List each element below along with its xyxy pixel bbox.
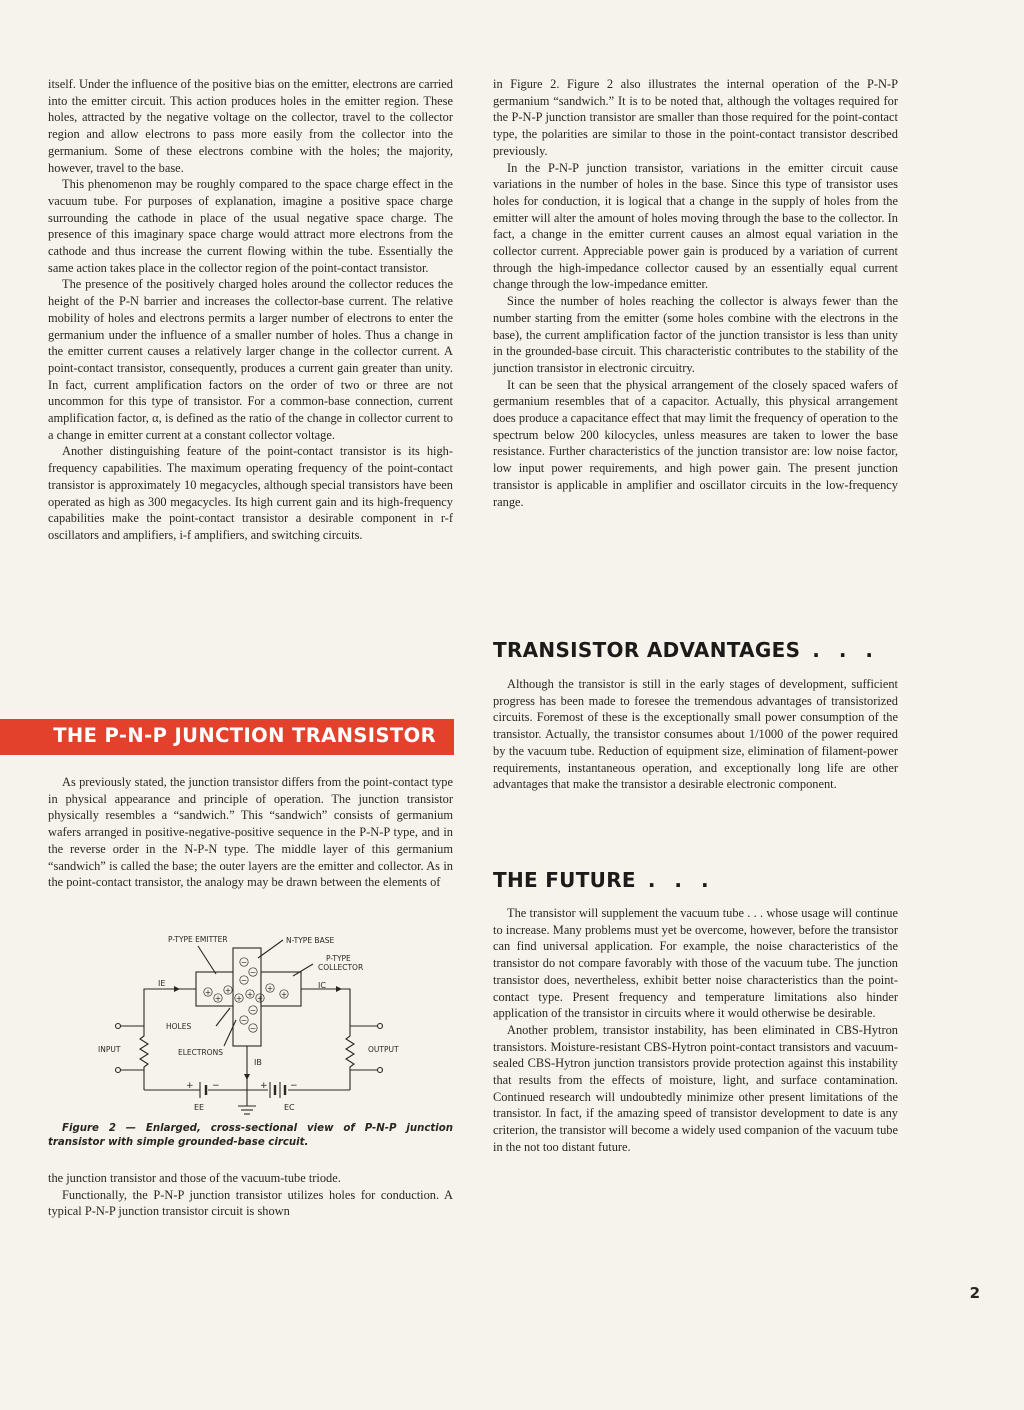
label-base: N-TYPE BASE <box>286 936 335 945</box>
future-heading: THE FUTURE . . . <box>493 868 715 892</box>
paragraph: It can be seen that the physical arrangement of the closely spaced wafers of germanium resembles that of a capacitor. Actually, this physical arrangement does produce a capacitance effect that may limit the frequency of operation to the spectrum below 200 kilocycles, unless measures are taken to lower the base resistance. Further characteristics of the junction transistor are: low noise factor, low input power requirements, and high power gain. The present junction transistor is applicable in amplifier and oscillator circuits in the low-frequency range. <box>493 377 898 509</box>
right-column <box>493 76 898 510</box>
svg-text:+: + <box>266 984 274 993</box>
svg-text:+: + <box>186 1081 194 1091</box>
svg-text:−: − <box>290 1081 298 1091</box>
transistor-diagram <box>48 928 453 1118</box>
paragraph: The transistor will supplement the vacuum tube . . . whose usage will continue to increase. Many problems must yet be overcome, however, before the transistor can find universal application. For example, the noise characteristics of the transistor do not compare favorably with those of the vacuum tube. The junction transistor does, nevertheless, exhibit better noise characteristics than the point-contact type. Present frequency and temperature limitations also hinder application of the transistor in circuits where it would otherwise be desirable. <box>493 906 898 1021</box>
paragraph: itself. Under the influence of the positive bias on the emitter, electrons are carried into the emitter circuit. This action produces holes in the emitter region. These holes, attracted by the negative voltage on the collector, travel to the collector region and allow electrons to pass more easily from the collector into the germanium. Some of these electrons combine with the holes; the majority, however, travel to the base. <box>48 77 453 175</box>
svg-text:+: + <box>256 994 264 1003</box>
label-ie: IE <box>158 979 166 988</box>
ie-arrow <box>174 986 180 992</box>
advantages-heading-block <box>493 638 898 662</box>
ib-arrow <box>244 1074 250 1080</box>
advantages-section <box>493 676 898 793</box>
paragraph: As previously stated, the junction transistor differs from the point-contact type in physical appearance and principle of operation. The junction transistor physically resembles a “sandwich.” This “sandwich” consists of germanium wafers arranged in positive-negative-positive sequence in the P-N-P type, and in the reverse order in the N-P-N type. The middle layer of this germanium “sandwich” is called the base; the outer layers are the emitter and collector. As in the point-contact transistor, the analogy may be drawn between the elements of <box>48 775 453 890</box>
label-input: INPUT <box>98 1045 121 1054</box>
svg-text:−: − <box>240 958 248 967</box>
emitter-wire <box>144 989 196 1012</box>
future-heading-block <box>493 868 898 892</box>
label-ee: EE <box>194 1103 205 1112</box>
label-holes: HOLES <box>166 1022 192 1031</box>
output-resistor <box>346 1012 354 1090</box>
svg-text:−: − <box>249 1024 257 1033</box>
svg-text:+: + <box>204 988 212 997</box>
left-column <box>48 76 453 544</box>
section-banner <box>0 719 454 755</box>
svg-text:+: + <box>280 990 288 999</box>
svg-text:−: − <box>240 976 248 985</box>
svg-text:+: + <box>235 994 243 1003</box>
label-collector-2: COLLECTOR <box>318 963 364 972</box>
svg-text:+: + <box>214 994 222 1003</box>
page-number: 2 <box>969 1284 980 1302</box>
label-ib: IB <box>254 1058 262 1067</box>
svg-text:+: + <box>224 986 232 995</box>
input-resistor <box>140 1012 148 1090</box>
paragraph: This phenomenon may be roughly compared to the space charge effect in the vacuum tube. For purposes of explanation, imagine a positive space charge surrounding the cathode in place of the usual negative space charge. The presence of this imaginary space charge would attract more electrons from the cathode and thus increase the current flowing within the tube. Essentially the same action takes place in the collector region of the point-contact transistor. <box>48 177 453 275</box>
collector-wire <box>301 989 350 1012</box>
paragraph: Another problem, transistor instability, has been eliminated in CBS-Hytron transistors. Moisture-resistant CBS-Hytron point-contact transistors and vacuum-sealed CBS-Hytron junction transistors provide protection against this instability that results from the effects of moisture, light, and surface contamination. Continued research will undoubtedly minimize other present limitations of the transistor. In fact, if the amazing speed of transistor development to date is any criterion, the transistor will become a widely used companion of the vacuum tube in the not too distant future. <box>493 1022 898 1154</box>
figure-caption: Figure 2 — Enlarged, cross-sectional view of P-N-P junction transistor with simple grounded-base circuit. <box>48 1123 453 1148</box>
svg-text:+: + <box>246 990 254 999</box>
label-collector-1: P-TYPE <box>326 954 351 963</box>
svg-text:−: − <box>249 1006 257 1015</box>
svg-text:−: − <box>249 968 257 977</box>
ic-arrow <box>336 986 342 992</box>
label-emitter: P-TYPE EMITTER <box>168 935 228 944</box>
advantages-heading: TRANSISTOR ADVANTAGES . . . <box>493 638 880 662</box>
label-ec: EC <box>284 1103 295 1112</box>
paragraph: Functionally, the P-N-P junction transistor utilizes holes for conduction. A typical P-N-P junction transistor circuit is shown <box>48 1187 453 1219</box>
label-ic: IC <box>318 981 326 990</box>
label-electrons: ELECTRONS <box>178 1048 223 1057</box>
junction-section <box>48 774 453 891</box>
paragraph: The presence of the positively charged holes around the collector reduces the height of the P-N barrier and increases the collector-base current. The relative mobility of holes and electrons permits a larger number of electrons to enter the germanium under the influence of a smaller number of holes. Thus a change in the emitter current causes a relatively larger change in the collector current. A point-contact transistor, consequently, produces a current gain greater than unity. In fact, current amplification factors on the order of two or three are not uncommon for this type of transistor. For a common-base connection, current amplification factor, α, is defined as the ratio of the change in collector current to a change in emitter current at a constant collector voltage. <box>48 277 453 442</box>
future-section <box>493 905 898 1156</box>
paragraph: Another distinguishing feature of the point-contact transistor is its high-frequency capabilities. The maximum operating frequency of the point-contact transistor is approximately 10 megacycles, although special transistors have been operated as high as 300 megacycles. Its high current gain and its high-frequency capabilities make the point-contact transistor a desirable component in r-f oscillators and amplifiers, i-f amplifiers, and switching circuits. <box>48 444 453 542</box>
svg-text:+: + <box>260 1081 268 1091</box>
paragraph: In the P-N-P junction transistor, variations in the emitter circuit cause variations in the number of holes in the base. Since this type of transistor uses holes for conduction, it is logical that a change in the supply of holes from the emitter will alter the amount of holes moving through the base to the collector. In fact, a change in the emitter current causes an almost equal variation in the collector current. Appreciable power gain is produced by a variation of current through the high-impedance collector caused by an essentially equal current change through the low-impedance emitter. <box>493 160 898 292</box>
after-figure-text <box>48 1170 453 1220</box>
label-output: OUTPUT <box>368 1045 399 1054</box>
paragraph: the junction transistor and those of the vacuum-tube triode. <box>48 1171 341 1185</box>
paragraph: in Figure 2. Figure 2 also illustrates the internal operation of the P-N-P germanium “sandwich.” It is to be noted that, although the voltages required for the P-N-P junction transistor are smaller than those required for the point-contact type, the polarities are similar to those in the point-contact transistor described previously. <box>493 77 898 158</box>
svg-text:−: − <box>240 1016 248 1025</box>
paragraph: Although the transistor is still in the early stages of development, sufficient progress has been made to foresee the tremendous advantages of transistorized circuits. Foremost of these is the exceptionally small power consumption of the transistor. Actually, the transistor consumes about 1/1000 of the power required by the vacuum tube. Reduction of equipment size, elimination of filament-power requirements, instantaneous operation, and exceptionally long life are other advantages that make the transistor a desirable electronic component. <box>493 677 898 792</box>
paragraph: Since the number of holes reaching the collector is always fewer than the number starting from the emitter (some holes combine with the electrons in the base), the current amplification factor of the junction transistor is less than unity in the grounded-base circuit. This characteristic contributes to the stability of the junction transistor in electronic circuitry. <box>493 294 898 375</box>
section-title: THE P-N-P JUNCTION TRANSISTOR <box>53 724 436 747</box>
figure-caption-block <box>48 1122 453 1150</box>
svg-text:−: − <box>212 1081 220 1091</box>
